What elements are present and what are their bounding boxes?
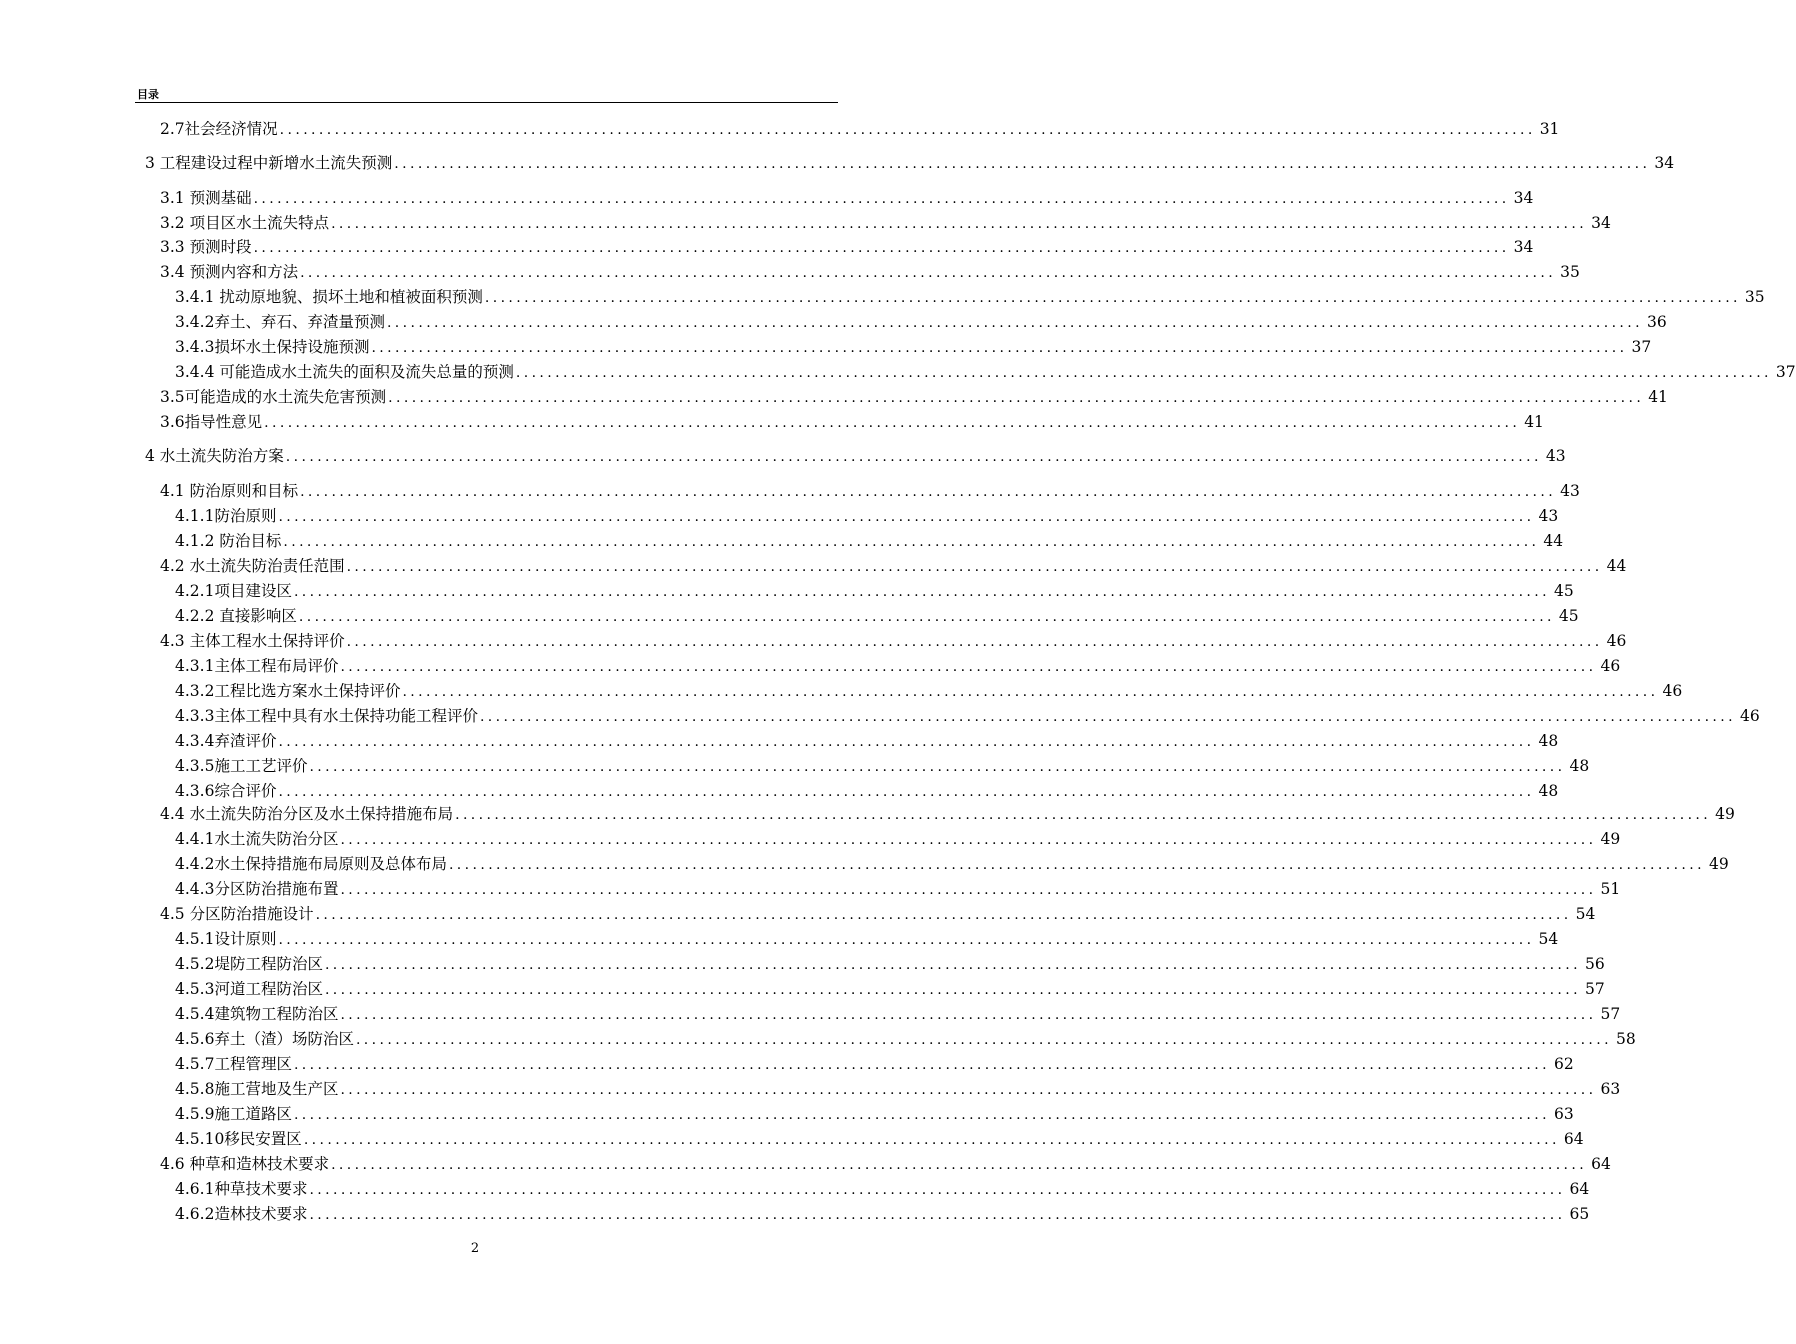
toc-entry-title: 4.5.10移民安置区	[175, 1130, 302, 1148]
dot-leader: ................................................................................................................................................................	[278, 734, 1535, 750]
toc-entry[interactable]	[175, 505, 1559, 527]
toc-entry-title: 4.5.7工程管理区	[175, 1055, 292, 1073]
dot-leader: ................................................................................................................................................................	[324, 957, 1581, 973]
toc-entry[interactable]	[160, 480, 1580, 502]
toc-entry-page: 48	[1538, 732, 1559, 750]
toc-entry-title: 4.3.6综合评价	[175, 782, 277, 800]
dot-leader: ................................................................................................................................................................	[324, 982, 1581, 998]
toc-entry[interactable]	[175, 1203, 1590, 1225]
toc-entry-title: 3.4.3损坏水土保持设施预测	[175, 338, 370, 356]
toc-entry-page: 46	[1739, 707, 1760, 725]
toc-entry-page: 35	[1744, 288, 1765, 306]
dot-leader: ................................................................................................................................................................	[298, 609, 1555, 625]
toc-entry[interactable]	[175, 1053, 1574, 1075]
toc-entry[interactable]	[175, 361, 1796, 383]
toc-entry[interactable]	[175, 311, 1667, 333]
dot-leader: ................................................................................................................................................................	[278, 932, 1535, 948]
toc-entry-page: 34	[1513, 238, 1534, 256]
toc-entry-title: 4.6.1种草技术要求	[175, 1180, 308, 1198]
toc-entry-page: 54	[1538, 930, 1559, 948]
toc-entry-title: 4.3.2工程比选方案水土保持评价	[175, 682, 401, 700]
dot-leader: ................................................................................................................................................................	[300, 265, 1557, 281]
toc-entry-page: 64	[1569, 1180, 1590, 1198]
toc-entry[interactable]	[160, 386, 1668, 408]
toc-entry-page: 49	[1708, 855, 1729, 873]
toc-entry-page: 48	[1569, 757, 1590, 775]
toc-entry[interactable]	[175, 1028, 1636, 1050]
toc-entry-page: 54	[1575, 905, 1596, 923]
toc-entry[interactable]	[160, 236, 1534, 258]
toc-entry[interactable]	[175, 336, 1652, 358]
toc-entry-title: 3.4 预测内容和方法	[160, 263, 299, 281]
toc-entry-page: 49	[1715, 805, 1735, 823]
toc-entry[interactable]	[175, 928, 1559, 950]
toc-entry-title: 4.5.1设计原则	[175, 930, 277, 948]
toc-entry-page: 44	[1543, 532, 1564, 550]
toc-entry-title: 4.1.2 防治目标	[175, 532, 282, 550]
dot-leader: ................................................................................................................................................................	[293, 584, 1550, 600]
page-number: 2	[470, 1241, 480, 1256]
dot-leader: ................................................................................................................................................................	[331, 1157, 1588, 1173]
dot-leader: ................................................................................................................................................................	[285, 449, 1542, 465]
toc-entry-page: 57	[1584, 980, 1605, 998]
toc-entry[interactable]	[160, 555, 1627, 577]
toc-entry-page: 43	[1545, 447, 1566, 465]
toc-entry-page: 64	[1591, 1155, 1611, 1173]
toc-entry-title: 4.1 防治原则和目标	[160, 482, 299, 500]
toc-entry-title: 4.3 主体工程水土保持评价	[160, 632, 345, 650]
toc-entry-title: 4.3.4弃渣评价	[175, 732, 277, 750]
toc-entry-title: 2.7社会经济情况	[160, 120, 278, 138]
toc-entry-page: 44	[1606, 557, 1627, 575]
toc-entry[interactable]	[175, 978, 1605, 1000]
toc-entry-title: 4.2.1项目建设区	[175, 582, 292, 600]
dot-leader: ................................................................................................................................................................	[315, 907, 1572, 923]
toc-entry[interactable]	[175, 1078, 1621, 1100]
toc-entry-page: 37	[1631, 338, 1652, 356]
toc-entry-title: 4.6.2造林技术要求	[175, 1205, 308, 1223]
toc-entry-title: 3.3 预测时段	[160, 238, 252, 256]
toc-entry[interactable]	[160, 118, 1560, 140]
dot-leader: ................................................................................................................................................................	[331, 216, 1588, 232]
toc-entry[interactable]	[175, 655, 1621, 677]
toc-entry-page: 62	[1553, 1055, 1574, 1073]
toc-entry-title: 3.4.4 可能造成水土流失的面积及流失总量的预测	[175, 363, 514, 381]
toc-entry[interactable]	[175, 878, 1621, 900]
dot-leader: ................................................................................................................................................................	[346, 559, 1603, 575]
toc-entry-title: 3.5可能造成的水土流失危害预测	[160, 388, 387, 406]
toc-entry-page: 41	[1648, 388, 1668, 406]
toc-entry-title: 4.5.3河道工程防治区	[175, 980, 323, 998]
toc-entry[interactable]	[160, 212, 1611, 234]
toc-entry-title: 4.5.8施工营地及生产区	[175, 1080, 339, 1098]
toc-entry-title: 4.5.4建筑物工程防治区	[175, 1005, 339, 1023]
dot-leader: ................................................................................................................................................................	[303, 1132, 1560, 1148]
toc-entry-page: 49	[1600, 830, 1621, 848]
dot-leader: ................................................................................................................................................................	[340, 1007, 1597, 1023]
dot-leader: ................................................................................................................................................................	[309, 1182, 1566, 1198]
toc-entry-title: 4.3.1主体工程布局评价	[175, 657, 339, 675]
toc-entry[interactable]	[175, 1103, 1574, 1125]
dot-leader: ................................................................................................................................................................	[300, 484, 1557, 500]
toc-entry-page: 46	[1662, 682, 1683, 700]
toc-entry[interactable]	[175, 530, 1564, 552]
dot-leader: ................................................................................................................................................................	[309, 1207, 1566, 1223]
dot-leader: ................................................................................................................................................................	[264, 415, 1521, 431]
toc-entry-title: 4.5.9施工道路区	[175, 1105, 292, 1123]
dot-leader: ................................................................................................................................................................	[309, 759, 1566, 775]
toc-entry[interactable]	[160, 411, 1544, 433]
dot-leader: ................................................................................................................................................................	[340, 1082, 1597, 1098]
toc-entry[interactable]	[175, 953, 1605, 975]
toc-entry-page: 36	[1646, 313, 1667, 331]
dot-leader: ................................................................................................................................................................	[253, 191, 1510, 207]
toc-entry-page: 46	[1606, 632, 1627, 650]
toc-entry-title: 3.4.1 扰动原地貌、损坏土地和植被面积预测	[175, 288, 483, 306]
dot-leader: ................................................................................................................................................................	[340, 659, 1597, 675]
toc-entry-title: 4.4.3分区防治措施布置	[175, 880, 339, 898]
toc-entry-page: 45	[1558, 607, 1579, 625]
toc-entry[interactable]	[175, 680, 1683, 702]
dot-leader: ................................................................................................................................................................	[515, 365, 1772, 381]
dot-leader: ................................................................................................................................................................	[278, 509, 1535, 525]
toc-entry-page: 46	[1600, 657, 1621, 675]
toc-entry-page: 51	[1600, 880, 1621, 898]
dot-leader: ................................................................................................................................................................	[388, 390, 1645, 406]
toc-entry-title: 3.1 预测基础	[160, 189, 252, 207]
toc-entry-title: 3.4.2弃土、弃石、弃渣量预测	[175, 313, 385, 331]
dot-leader: ................................................................................................................................................................	[340, 882, 1597, 898]
toc-entry[interactable]	[160, 261, 1580, 283]
toc-entry[interactable]	[160, 903, 1596, 925]
dot-leader: ................................................................................................................................................................	[346, 634, 1603, 650]
toc-entry[interactable]	[175, 780, 1559, 802]
toc-entry-page: 64	[1563, 1130, 1584, 1148]
toc-entry-title: 4.5.6弃土（渣）场防治区	[175, 1030, 354, 1048]
toc-entry[interactable]	[160, 803, 1735, 825]
toc-entry-page: 41	[1524, 413, 1544, 431]
toc-entry[interactable]	[175, 1178, 1590, 1200]
toc-entry[interactable]	[175, 1003, 1621, 1025]
toc-entry[interactable]	[160, 1153, 1611, 1175]
header-title: 目录	[137, 88, 159, 101]
toc-entry[interactable]	[145, 152, 1675, 174]
toc-entry[interactable]	[160, 630, 1627, 652]
toc-entry-page: 63	[1553, 1105, 1574, 1123]
toc-entry-title: 4.4.2水土保持措施布局原则及总体布局	[175, 855, 447, 873]
toc-entry[interactable]	[175, 286, 1765, 308]
toc-entry-title: 4.4 水土流失防治分区及水土保持措施布局	[160, 805, 454, 823]
toc-entry-page: 58	[1615, 1030, 1636, 1048]
toc-entry-title: 4.3.5施工工艺评价	[175, 757, 308, 775]
toc-entry[interactable]	[175, 730, 1559, 752]
dot-leader: ................................................................................................................................................................	[455, 807, 1712, 823]
toc-entry-page: 57	[1600, 1005, 1621, 1023]
toc-entry-page: 48	[1538, 782, 1559, 800]
dot-leader: ................................................................................................................................................................	[479, 709, 1736, 725]
toc-entry-page: 31	[1539, 120, 1560, 138]
dot-leader: ................................................................................................................................................................	[279, 122, 1536, 138]
toc-entry-title: 4.6 种草和造林技术要求	[160, 1155, 330, 1173]
dot-leader: ................................................................................................................................................................	[484, 290, 1741, 306]
toc-entry-title: 4.2 水土流失防治责任范围	[160, 557, 345, 575]
dot-leader: ................................................................................................................................................................	[253, 240, 1510, 256]
toc-entry-page: 65	[1569, 1205, 1590, 1223]
dot-leader: ................................................................................................................................................................	[293, 1107, 1550, 1123]
toc-entry-page: 43	[1538, 507, 1559, 525]
toc-entry-page: 45	[1553, 582, 1574, 600]
toc-entry-title: 3 工程建设过程中新增水土流失预测	[145, 154, 393, 172]
toc-entry[interactable]	[175, 755, 1590, 777]
toc-entry[interactable]	[175, 1128, 1584, 1150]
toc-entry-page: 34	[1591, 214, 1611, 232]
dot-leader: ................................................................................................................................................................	[340, 832, 1597, 848]
toc-entry-title: 4.3.3主体工程中具有水土保持功能工程评价	[175, 707, 478, 725]
toc-entry[interactable]	[175, 580, 1574, 602]
toc-entry-page: 37	[1775, 363, 1796, 381]
toc-entry-title: 4.5.2堤防工程防治区	[175, 955, 323, 973]
toc-entry[interactable]	[175, 605, 1579, 627]
dot-leader: ................................................................................................................................................................	[448, 857, 1705, 873]
toc-entry-title: 4 水土流失防治方案	[145, 447, 284, 465]
toc-entry-title: 4.4.1水土流失防治分区	[175, 830, 339, 848]
toc-entry[interactable]	[175, 705, 1760, 727]
dot-leader: ................................................................................................................................................................	[355, 1032, 1612, 1048]
toc-entry-page: 63	[1600, 1080, 1621, 1098]
toc-entry-page: 34	[1513, 189, 1534, 207]
toc-entry-title: 3.6指导性意见	[160, 413, 263, 431]
toc-entry-page: 56	[1584, 955, 1605, 973]
toc-entry-page: 35	[1560, 263, 1580, 281]
dot-leader: ................................................................................................................................................................	[293, 1057, 1550, 1073]
dot-leader: ................................................................................................................................................................	[394, 156, 1651, 172]
toc-entry[interactable]	[175, 828, 1621, 850]
toc-entry-page: 34	[1654, 154, 1675, 172]
toc-entry-title: 4.1.1防治原则	[175, 507, 277, 525]
dot-leader: ................................................................................................................................................................	[386, 315, 1643, 331]
toc-entry-title: 4.5 分区防治措施设计	[160, 905, 314, 923]
dot-leader: ................................................................................................................................................................	[371, 340, 1628, 356]
toc-entry[interactable]	[145, 445, 1566, 467]
dot-leader: ................................................................................................................................................................	[402, 684, 1659, 700]
toc-entry-page: 43	[1560, 482, 1580, 500]
toc-entry-title: 4.2.2 直接影响区	[175, 607, 297, 625]
toc-entry[interactable]	[175, 853, 1729, 875]
toc-entry[interactable]	[160, 187, 1534, 209]
dot-leader: ................................................................................................................................................................	[278, 784, 1535, 800]
dot-leader: ................................................................................................................................................................	[283, 534, 1540, 550]
toc-entry-title: 3.2 项目区水土流失特点	[160, 214, 330, 232]
